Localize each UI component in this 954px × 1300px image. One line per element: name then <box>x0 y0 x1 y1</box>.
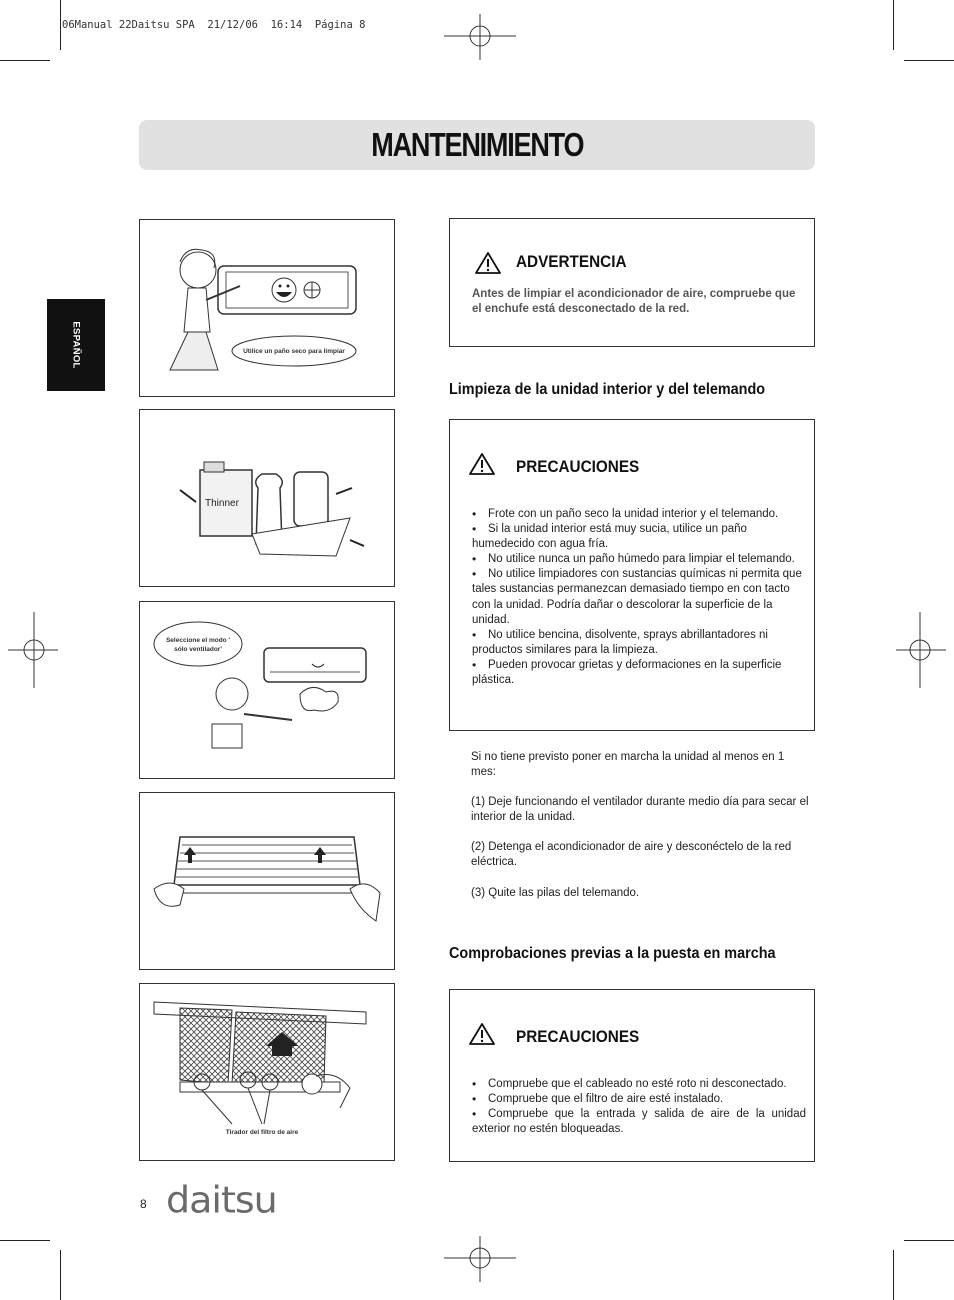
language-tab <box>47 299 105 391</box>
language-tab-label: ESPAÑOL <box>70 321 82 369</box>
page-number: 8 <box>140 1197 147 1211</box>
storage-paragraph: (3) Quite las pilas del telemando. <box>471 886 640 899</box>
warning-box <box>449 218 815 347</box>
figure-fan-mode <box>139 601 395 779</box>
precautions-list-checks <box>472 1077 806 1137</box>
registration-mark-left <box>8 612 58 688</box>
warning-triangle-icon <box>468 452 496 476</box>
section-heading-checks: Comprobaciones previas a la puesta en marcha <box>449 945 776 962</box>
registration-mark-right <box>896 612 946 688</box>
storage-paragraph: Si no tiene previsto poner en marcha la unidad al menos en 1 mes: <box>471 751 785 779</box>
precautions-list-cleaning <box>472 507 806 688</box>
thinner-label: Thinner <box>205 498 239 509</box>
page-title: MANTENIMIENTO <box>370 126 584 163</box>
precautions-title: PRECAUCIONES <box>516 1027 640 1046</box>
list-item: • Frote con un paño seco la unidad interior y el telemando. <box>472 507 806 522</box>
precautions-box-checks <box>449 989 815 1162</box>
print-header: 06Manual 22Daitsu SPA 21/12/06 16:14 Página 8 <box>62 19 366 31</box>
figure-dry-cloth-caption: Utilice un paño seco para limpiar <box>243 348 345 355</box>
title-bar <box>139 120 815 170</box>
list-item: • No utilice limpiadores con sustancias químicas ni permita que tales sustancias permanezcan demasiado tiempo en con tacto con la unidad. Podría dañar o descolorar la superficie de la unidad. <box>472 567 806 627</box>
warning-text: Antes de limpiar el acondicionador de aire, compruebe que el enchufe está desconectado de la red. <box>472 288 796 315</box>
registration-mark-bottom <box>440 1236 520 1286</box>
storage-instructions <box>471 750 811 916</box>
list-item: • No utilice nunca un paño húmedo para limpiar el telemando. <box>472 552 806 567</box>
list-item: • Pueden provocar grietas y deformaciones en la superficie plástica. <box>472 658 806 688</box>
warning-triangle-icon <box>474 251 502 275</box>
fan-mode-caption-2: sólo ventilador' <box>174 646 222 653</box>
storage-paragraph: (2) Detenga el acondicionador de aire y desconéctelo de la red eléctrica. <box>471 841 792 869</box>
storage-paragraph: (1) Deje funcionando el ventilador durante medio día para secar el interior de la unidad. <box>471 796 809 824</box>
fan-mode-caption-1: Seleccione el modo ' <box>165 637 231 644</box>
warning-triangle-icon <box>468 1022 496 1046</box>
brand-logo: daitsu <box>166 1179 277 1221</box>
list-item: • Compruebe que el filtro de aire esté instalado. <box>472 1092 806 1107</box>
precautions-title: PRECAUCIONES <box>516 457 640 476</box>
figure-air-filter <box>139 983 395 1161</box>
list-item: • Si la unidad interior está muy sucia, utilice un paño humedecido con agua fría. <box>472 522 806 552</box>
figure-open-panel <box>139 792 395 970</box>
precautions-box-cleaning <box>449 419 815 731</box>
registration-mark-top <box>440 14 520 64</box>
list-item: • No utilice bencina, disolvente, sprays abrillantadores ni productos similares para la limpieza. <box>472 628 806 658</box>
figure-no-chemicals <box>139 409 395 587</box>
warning-title: ADVERTENCIA <box>516 252 627 271</box>
list-item: • Compruebe que la entrada y salida de aire de la unidad exterior no estén bloqueadas. <box>472 1107 806 1137</box>
list-item: • Compruebe que el cableado no esté roto ni desconectado. <box>472 1077 806 1092</box>
section-heading-cleaning: Limpieza de la unidad interior y del telemando <box>449 381 766 398</box>
figure-dry-cloth <box>139 219 395 397</box>
air-filter-caption: Tirador del filtro de aire <box>225 1129 299 1136</box>
